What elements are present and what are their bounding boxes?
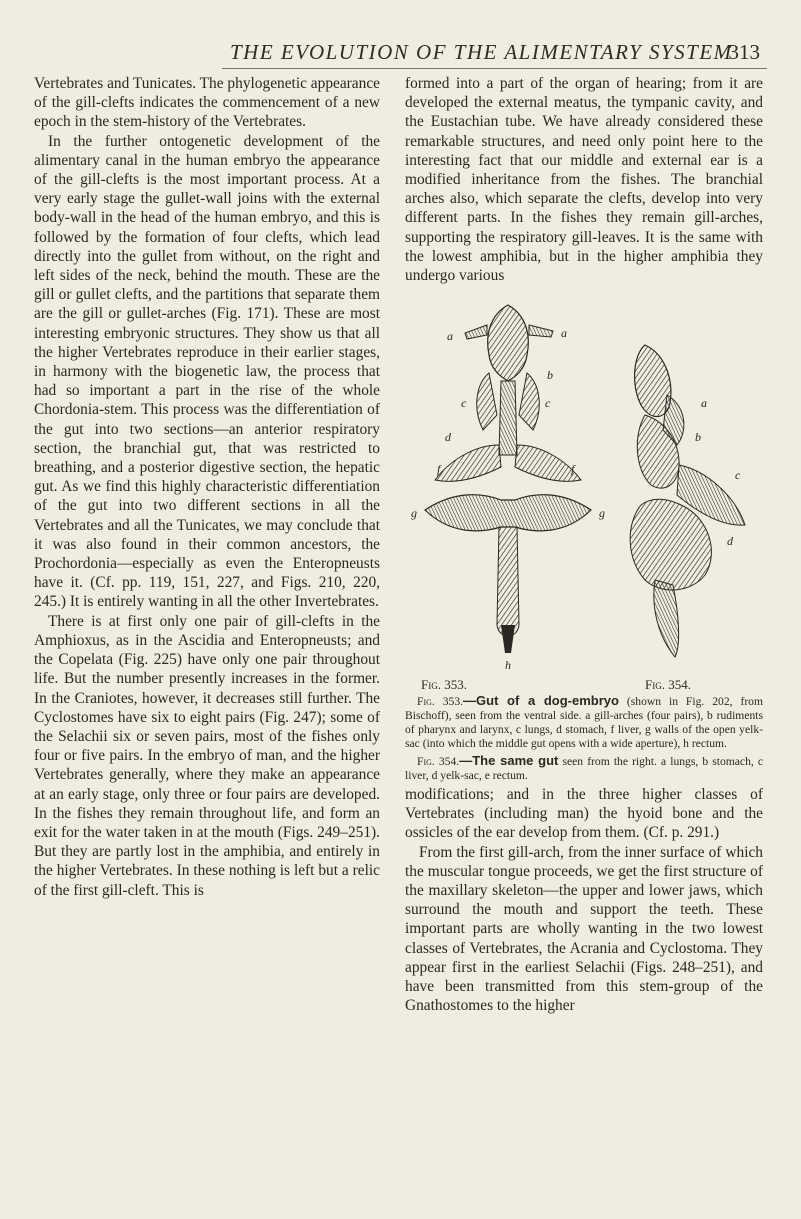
paragraph: From the first gill-arch, from the inner surface of which the muscular tongue proceeds, we get the first structure of the maxillary skeleton—the upper and lower jaws, which surround the mouth and support the teeth. These important parts are wholly wanting in the two lowest classes of Vertebrates, the Acrania and Cyclostoma. They appear first in the earliest Selachii (Figs. 248–251), and have been transmitted from this stem-group of the Gnathostomes to the higher [405,843,763,1015]
left-column [34,74,380,900]
rectum [501,625,515,653]
label-h: h [505,658,511,672]
label-f-right: f [571,462,575,476]
paragraph: There is at first only one pair of gill-clefts in the Amphioxus, as in the Ascidia and Enteropneusts; and the Copelata (Fig. 225) have only one pair throughout life. But the number presently increases in the former. In the Craniotes, however, it decreases still further. The Cyclostomes have six to eight pairs (Fig. 247); some of the Selachii six or seven pairs, most of the fishes only four or five pairs. In the embryo of man, and the higher Vertebrates generally, where they make an appearance at an early stage, only three or four pairs are developed. In the fishes they remain throughout life, and form an exit for the water taken in at the mouth (Figs. 249–251). But they are partly lost in the amphibia, and entirely in the higher Vertebrates. In these nothing is left but a relic of the first gill-cleft. This is [34,612,380,899]
gill-arch-left [465,325,487,339]
label-g-right: g [599,506,605,520]
side-yelk-sac [630,499,711,590]
header-rule [222,68,767,69]
fig-353-label: Fig. 353. [421,677,467,692]
page-number: 313 [728,40,760,64]
right-column-top [405,74,763,285]
fig-353-drawing [425,305,591,653]
label-a-left: a [447,329,453,343]
running-title: THE EVOLUTION OF THE ALIMENTARY SYSTEM [230,40,733,64]
lung-right [519,373,539,430]
paragraph: In the further ontogenetic development of the alimentary canal in the human embryo the appearance of the gill-clefts is the most important process. At a very early stage the gullet-wall joins with the external body-wall in the head of the human embryo, and this is followed by the formation of four clefts, which lead directly into the gullet from without, on the right and left sides of the neck, behind the mouth. These are the gill or gullet clefts, and the partitions that separate them are the gill or gullet-arches (Fig. 171). These are most interesting embryonic structures. They show us that all the higher Vertebrates reproduce in their earlier stages, in harmony with the biogenetic law, the process that had so important a part in the rise of the whole Chordonia-stem. This process was the differentiation of the gut into two sections—an anterior respiratory section, the branchial gut, that was restricted to breathing, and a posterior digestive section, the hepatic gut. As we find this highly characteristic differentiation of the gut into two different sections in all the Vertebrates and all the Tunicates, we may conclude that it was also found in their common ancestors, the Prochordonia—especially as even the Enteropneusts have it. (Cf. pp. 119, 151, 227, and Figs. 210, 220, 245.) It is entirely wanting in all the other Invertebrates. [34,132,380,611]
gill-arch-right [529,325,553,337]
caption-354-title: —The same gut [459,753,559,768]
pharynx-arches [488,305,529,381]
paragraph: formed into a part of the organ of hearing; from it are developed the external meatus, the tympanic cavity, and the Eustachian tube. We have already considered these remarkable structures, and need only point here to the interesting fact that our middle and external ear is a modified inheritance from the fishes. The branchial arches also, which separate the clefts, develop into very different parts. In the fishes they remain gill-arches, supporting the respiratory gill-leaves. It is the same with the lowest amphibia, but in the higher amphibia they undergo various [405,75,763,285]
running-head [230,40,760,65]
middle-gut [497,527,519,636]
label-354-a: a [701,396,707,410]
label-b: b [547,368,553,382]
liver-left [435,445,501,481]
caption-353-title: —Gut of a dog-embryo [463,693,619,708]
fig-354-drawing [630,345,745,657]
caption-353 [405,694,763,751]
caption-354-text: seen from the right. a lungs, b stomach, c liver, d yelk-sac, e rectum. [405,755,764,782]
label-354-d: d [727,534,733,548]
side-rectum [654,580,679,657]
figure-illustration [405,295,763,673]
right-column-bottom [405,785,763,1015]
paragraph: modifications; and in the three higher classes of Vertebrates (including man) the hyoid bone and the ossicles of the ear develop from them. (Cf. p. 291.) [405,786,763,842]
label-d: d [445,430,451,444]
caption-354-number: Fig. 354. [417,755,460,768]
paragraph: Vertebrates and Tunicates. The phylogenetic appearance of the gill-clefts indicates the commencement of a new epoch in the stem-history of the Vertebrates. [34,75,380,131]
label-f-left: f [437,462,441,476]
label-354-c: c [735,468,741,482]
yelk-sac-walls [425,495,591,531]
label-c-right: c [545,396,551,410]
gut-tube [499,381,517,455]
gut-embryo-drawings [405,295,763,673]
figure-captions [405,694,763,786]
label-354-b: b [695,430,701,444]
label-g-left: g [411,506,417,520]
caption-353-text: (shown in Fig. 202, from Bischoff), seen from the ventral side. a gill-arches (four pairs), b rudiments of pharynx and larynx, c lungs, d stomach, f liver, g walls of the open yelk-sac (into which the middle gut opens with a wide aperture), h rectum. [405,695,763,750]
label-c-left: c [461,396,467,410]
caption-353-number: Fig. 353. [417,695,464,708]
label-a-right: a [561,326,567,340]
lung-left [477,373,497,430]
fig-354-label: Fig. 354. [645,677,691,692]
caption-354 [405,754,763,783]
